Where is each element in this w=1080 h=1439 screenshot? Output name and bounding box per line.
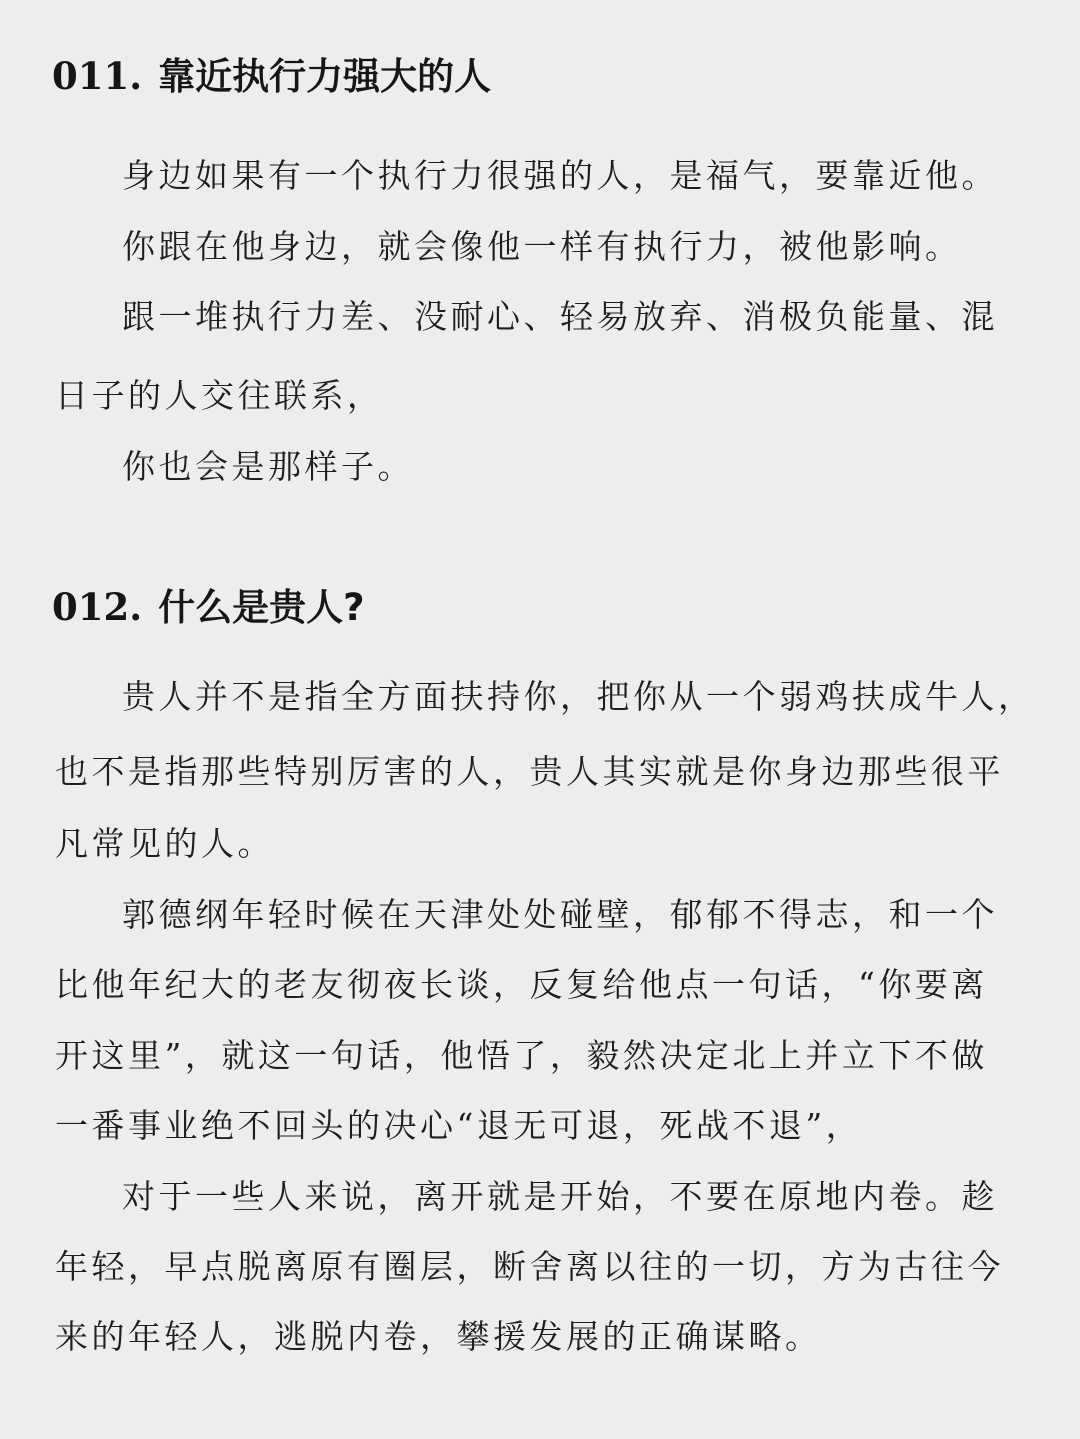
paragraph-line: 开这里”，就这一句话，他悟了，毅然决定北上并立下不做 — [55, 1036, 988, 1075]
paragraph-line: 比他年纪大的老友彻夜长谈，反复给他点一句话，“你要离 — [55, 965, 988, 1004]
paragraph-line: 郭德纲年轻时候在天津处处碰壁，郁郁不得志，和一个 — [122, 895, 998, 934]
paragraph-line: 你也会是那样子。 — [122, 447, 414, 486]
paragraph-line: 一番事业绝不回头的决心“退无可退，死战不退”， — [55, 1106, 863, 1145]
paragraph-line: 年轻，早点脱离原有圈层，断舍离以往的一切，方为古往今 — [55, 1247, 1004, 1286]
paragraph-line: 对于一些人来说，离开就是开始，不要在原地内卷。趁 — [122, 1177, 998, 1216]
section-heading — [52, 583, 365, 632]
paragraph-line: 来的年轻人，逃脱内卷，攀援发展的正确谋略。 — [55, 1317, 822, 1356]
paragraph-line: 凡常见的人。 — [55, 824, 274, 863]
paragraph-line: 你跟在他身边，就会像他一样有执行力，被他影响。 — [122, 227, 962, 266]
section-heading — [52, 52, 491, 101]
section-number: 012. — [52, 585, 143, 629]
paragraph-line: 贵人并不是指全方面扶持你，把你从一个弱鸡扶成牛人， — [122, 677, 1035, 716]
paragraph-line: 跟一堆执行力差、没耐心、轻易放弃、消极负能量、混 — [122, 297, 998, 336]
paragraph-line: 身边如果有一个执行力很强的人，是福气，要靠近他。 — [122, 156, 998, 195]
paragraph-line: 也不是指那些特别厉害的人，贵人其实就是你身边那些很平 — [55, 752, 1004, 791]
section-title: 什么是贵人? — [158, 586, 365, 629]
section-title: 靠近执行力强大的人 — [158, 55, 492, 98]
paragraph-line: 日子的人交往联系， — [55, 376, 384, 415]
section-number: 011. — [52, 54, 143, 98]
